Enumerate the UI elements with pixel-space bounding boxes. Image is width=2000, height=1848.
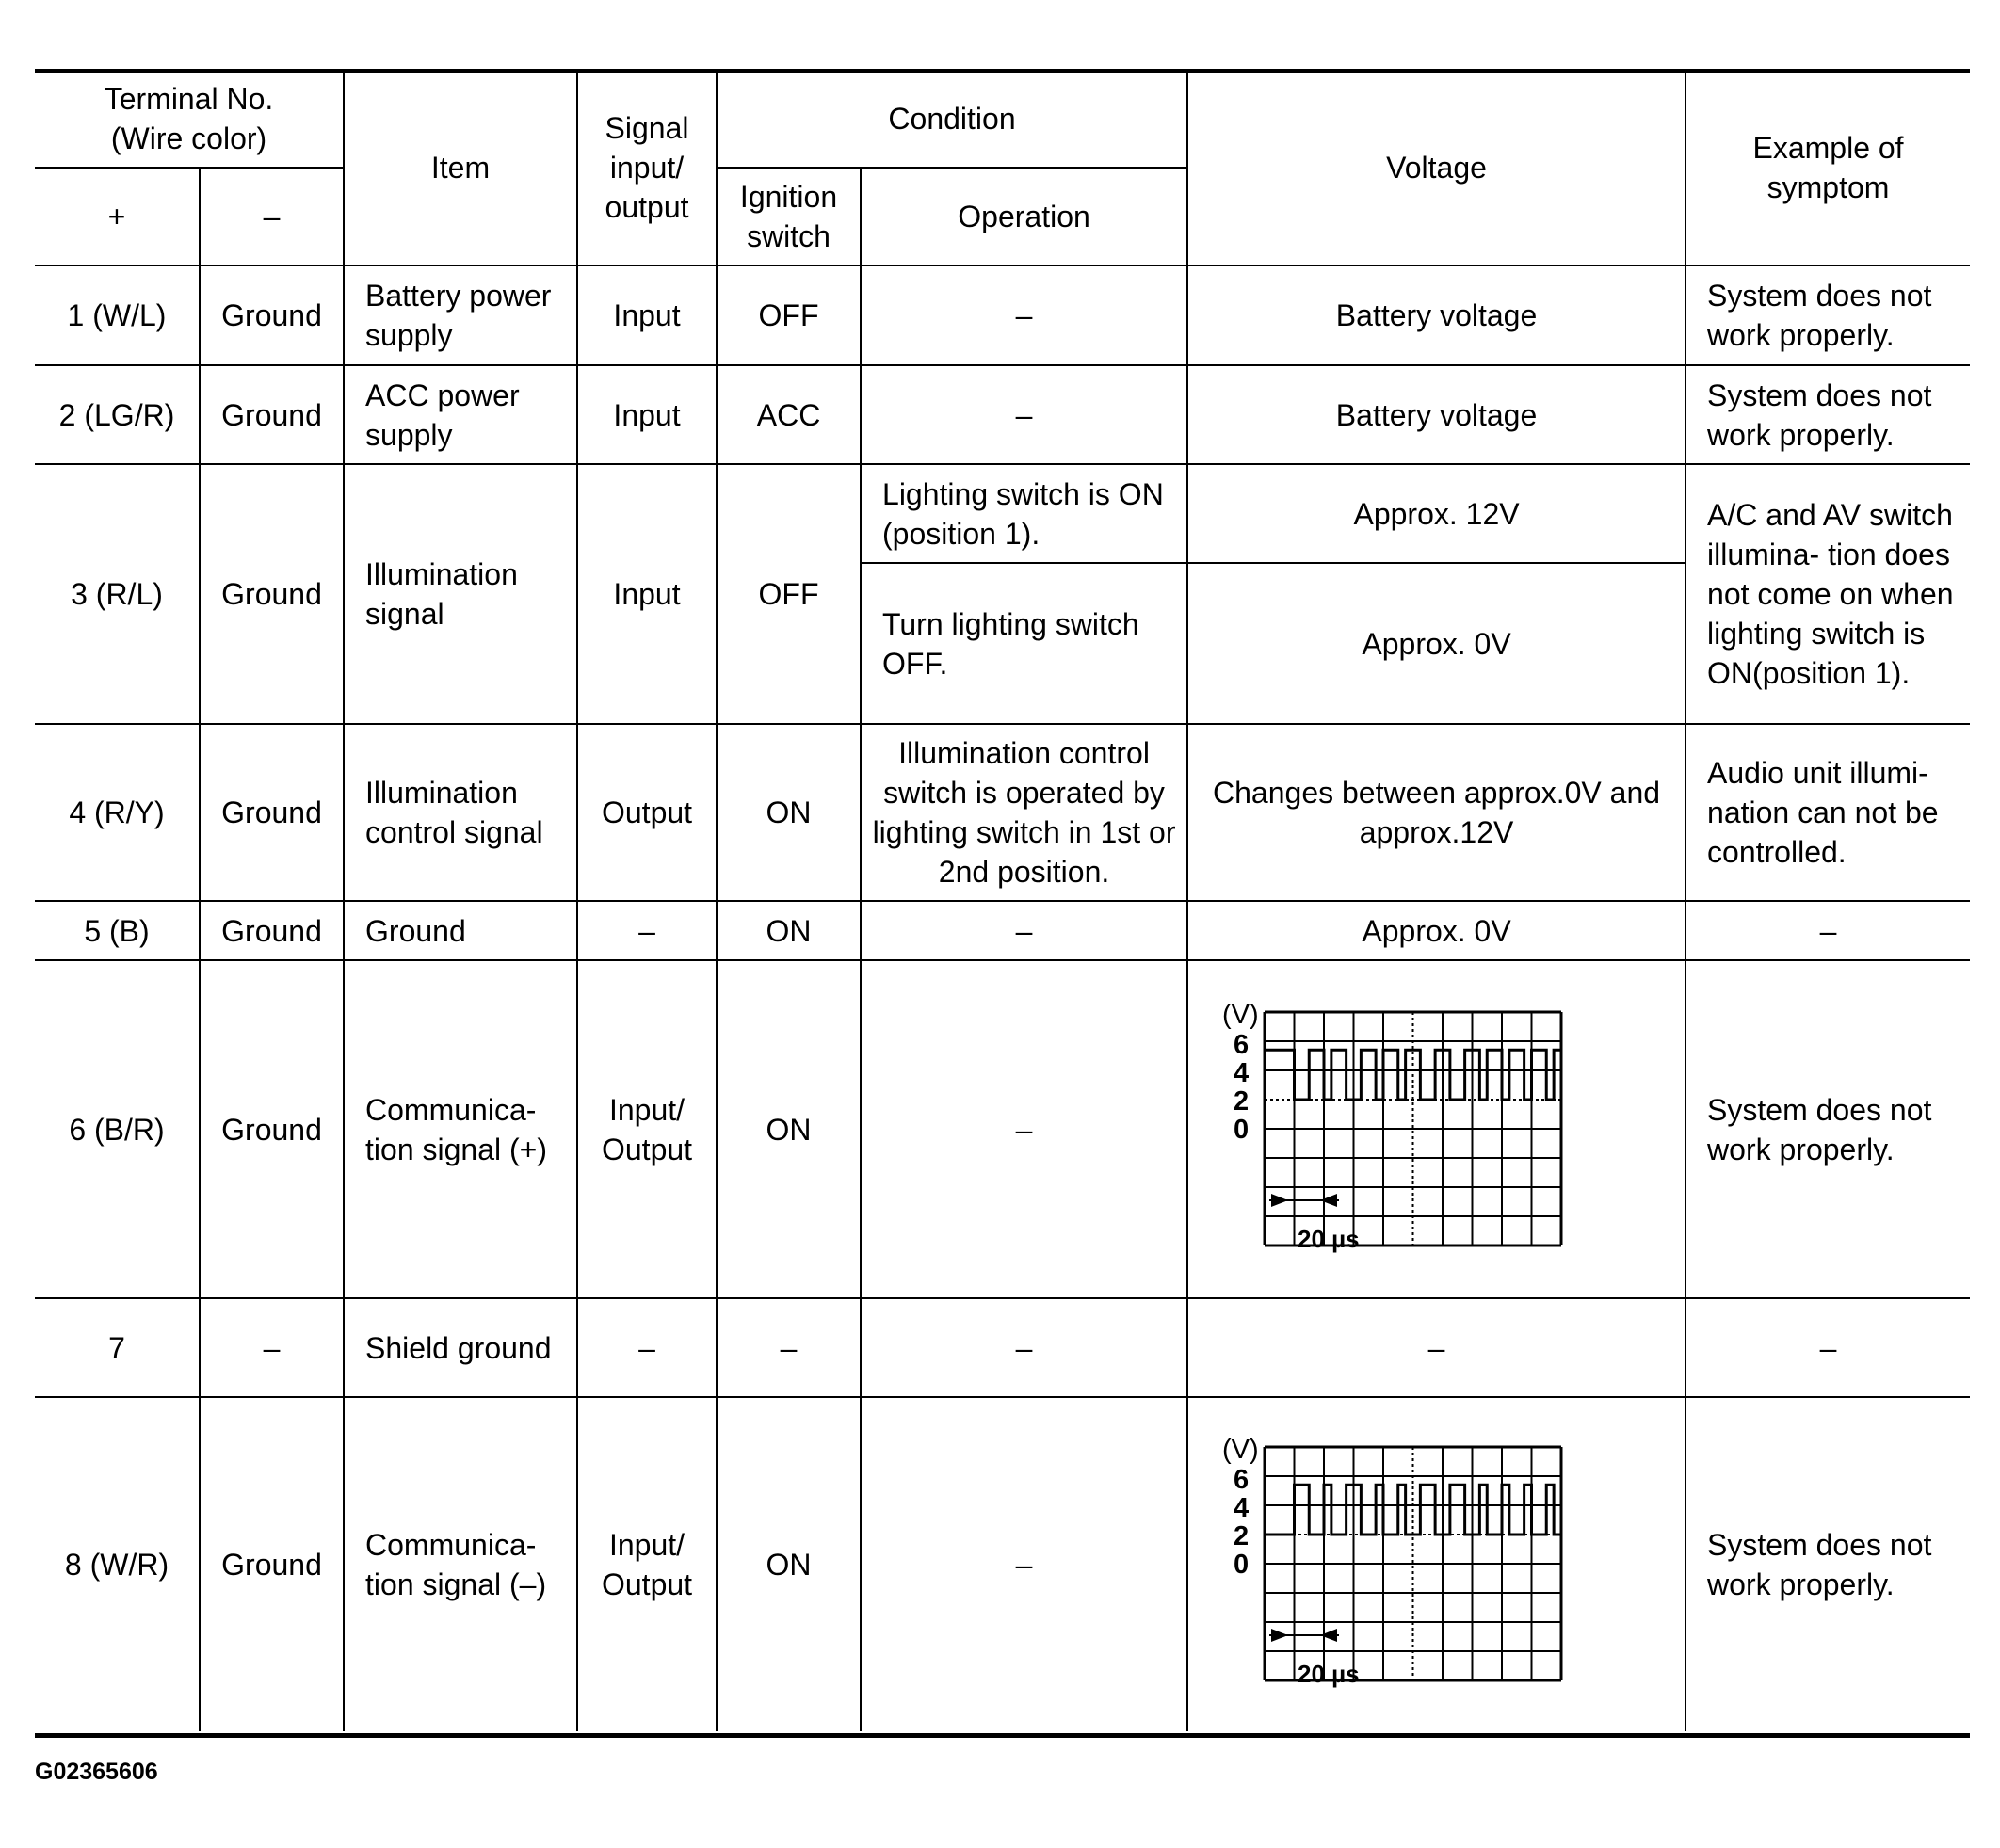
cell-terminal-minus: Ground: [200, 265, 344, 365]
table-row: [35, 265, 1970, 365]
cell-item: Shield ground: [344, 1298, 577, 1397]
cell-signal: Input/ Output: [577, 1397, 717, 1731]
header-operation: Operation: [861, 168, 1187, 265]
cell-symptom: Audio unit illumi- nation can not be controlled.: [1685, 724, 1970, 901]
cell-signal: –: [577, 1298, 717, 1397]
cell-item: Communica- tion signal (+): [344, 960, 577, 1298]
cell-operation: –: [861, 365, 1187, 464]
scope-tick-0: 0: [1234, 1114, 1250, 1145]
cell-operation: Lighting switch is ON (position 1).: [861, 464, 1187, 563]
cell-voltage: Changes between approx.0V and approx.12V: [1187, 724, 1685, 901]
cell-signal: –: [577, 901, 717, 960]
cell-operation: –: [861, 265, 1187, 365]
table-row: [35, 724, 1970, 901]
scope-tick-4: 4: [1234, 1057, 1250, 1088]
cell-voltage: Battery voltage: [1187, 365, 1685, 464]
cell-ignition: OFF: [717, 464, 861, 724]
header-symptom: Example of symptom: [1685, 71, 1970, 265]
header-minus: –: [200, 168, 344, 265]
cell-operation: –: [861, 1397, 1187, 1731]
cell-voltage: Battery voltage: [1187, 265, 1685, 365]
cell-voltage: Approx. 12V: [1187, 464, 1685, 563]
terminal-table: [35, 71, 1970, 1731]
scope-tick-6: 6: [1234, 1465, 1250, 1495]
cell-terminal-minus: Ground: [200, 1397, 344, 1731]
cell-terminal-minus: Ground: [200, 901, 344, 960]
cell-symptom: A/C and AV switch illumina- tion does not come on when lighting switch is ON(position 1).: [1685, 464, 1970, 724]
cell-voltage: Approx. 0V: [1187, 563, 1685, 724]
timebase-marker: [1269, 1629, 1339, 1642]
cell-item: Communica- tion signal (–): [344, 1397, 577, 1731]
cell-terminal-plus: 8 (W/R): [35, 1397, 200, 1731]
table-row: [35, 1298, 1970, 1397]
cell-terminal-minus: Ground: [200, 960, 344, 1298]
scope-grid: [1265, 1447, 1561, 1680]
scope-tick-6: 6: [1234, 1029, 1250, 1060]
cell-terminal-plus: 1 (W/L): [35, 265, 200, 365]
header-ignition: Ignition switch: [717, 168, 861, 265]
cell-ignition: ACC: [717, 365, 861, 464]
cell-terminal-minus: Ground: [200, 365, 344, 464]
header-terminal: Terminal No. (Wire color): [35, 71, 344, 168]
cell-terminal-minus: Ground: [200, 464, 344, 724]
cell-terminal-plus: 4 (R/Y): [35, 724, 200, 901]
timebase-marker: [1269, 1194, 1339, 1207]
cell-symptom: System does not work properly.: [1685, 1397, 1970, 1731]
table-row: [35, 365, 1970, 464]
cell-symptom: –: [1685, 1298, 1970, 1397]
cell-operation: –: [861, 901, 1187, 960]
cell-signal: Input: [577, 365, 717, 464]
cell-signal: Input: [577, 464, 717, 724]
cell-signal: Input: [577, 265, 717, 365]
cell-operation: –: [861, 960, 1187, 1298]
cell-signal: Output: [577, 724, 717, 901]
cell-item: Battery power supply: [344, 265, 577, 365]
cell-terminal-plus: 2 (LG/R): [35, 365, 200, 464]
header-plus: +: [35, 168, 200, 265]
cell-item: Illumination signal: [344, 464, 577, 724]
scope-tick-2: 2: [1234, 1521, 1250, 1551]
table-row: [35, 1397, 1970, 1731]
cell-symptom: System does not work properly.: [1685, 365, 1970, 464]
cell-voltage: –: [1187, 1298, 1685, 1397]
cell-terminal-minus: Ground: [200, 724, 344, 901]
cell-operation: –: [861, 1298, 1187, 1397]
cell-ignition: ON: [717, 960, 861, 1298]
scope-tick-2: 2: [1234, 1085, 1250, 1117]
timebase-label: 20 µs: [1298, 1660, 1360, 1688]
figure-id: G02365606: [35, 1759, 158, 1785]
cell-voltage-scope: [1187, 960, 1685, 1298]
cell-operation: Turn lighting switch OFF.: [861, 563, 1187, 724]
scope-unit-label: (V): [1222, 1438, 1259, 1465]
cell-voltage: Approx. 0V: [1187, 901, 1685, 960]
table-row: [35, 464, 1970, 563]
scope-grid: [1265, 1012, 1561, 1245]
scope-tick-4: 4: [1234, 1493, 1250, 1523]
scope-tick-0: 0: [1234, 1550, 1250, 1580]
cell-operation: Illumination control switch is operated by lighting switch in 1st or 2nd position.: [861, 724, 1187, 901]
cell-voltage-scope: [1187, 1397, 1685, 1731]
cell-ignition: OFF: [717, 265, 861, 365]
table-row: [35, 901, 1970, 960]
cell-ignition: ON: [717, 901, 861, 960]
header-condition: Condition: [717, 71, 1187, 168]
scope-unit-label: (V): [1222, 1002, 1259, 1030]
header-signal: Signal input/ output: [577, 71, 717, 265]
cell-ignition: ON: [717, 724, 861, 901]
cell-ignition: ON: [717, 1397, 861, 1731]
bottom-rule: [35, 1733, 1970, 1738]
cell-terminal-plus: 5 (B): [35, 901, 200, 960]
cell-item: Ground: [344, 901, 577, 960]
cell-terminal-minus: –: [200, 1298, 344, 1397]
cell-item: ACC power supply: [344, 365, 577, 464]
oscilloscope-waveform-negative: [1222, 1438, 1580, 1692]
header-voltage: Voltage: [1187, 71, 1685, 265]
header-item: Item: [344, 71, 577, 265]
cell-terminal-plus: 3 (R/L): [35, 464, 200, 724]
cell-terminal-plus: 7: [35, 1298, 200, 1397]
cell-signal: Input/ Output: [577, 960, 717, 1298]
cell-symptom: System does not work properly.: [1685, 265, 1970, 365]
cell-ignition: –: [717, 1298, 861, 1397]
cell-item: Illumination control signal: [344, 724, 577, 901]
cell-symptom: –: [1685, 901, 1970, 960]
oscilloscope-waveform-positive: [1222, 1003, 1580, 1257]
cell-symptom: System does not work properly.: [1685, 960, 1970, 1298]
cell-terminal-plus: 6 (B/R): [35, 960, 200, 1298]
timebase-label: 20 µs: [1298, 1224, 1360, 1253]
table-row: [35, 960, 1970, 1298]
